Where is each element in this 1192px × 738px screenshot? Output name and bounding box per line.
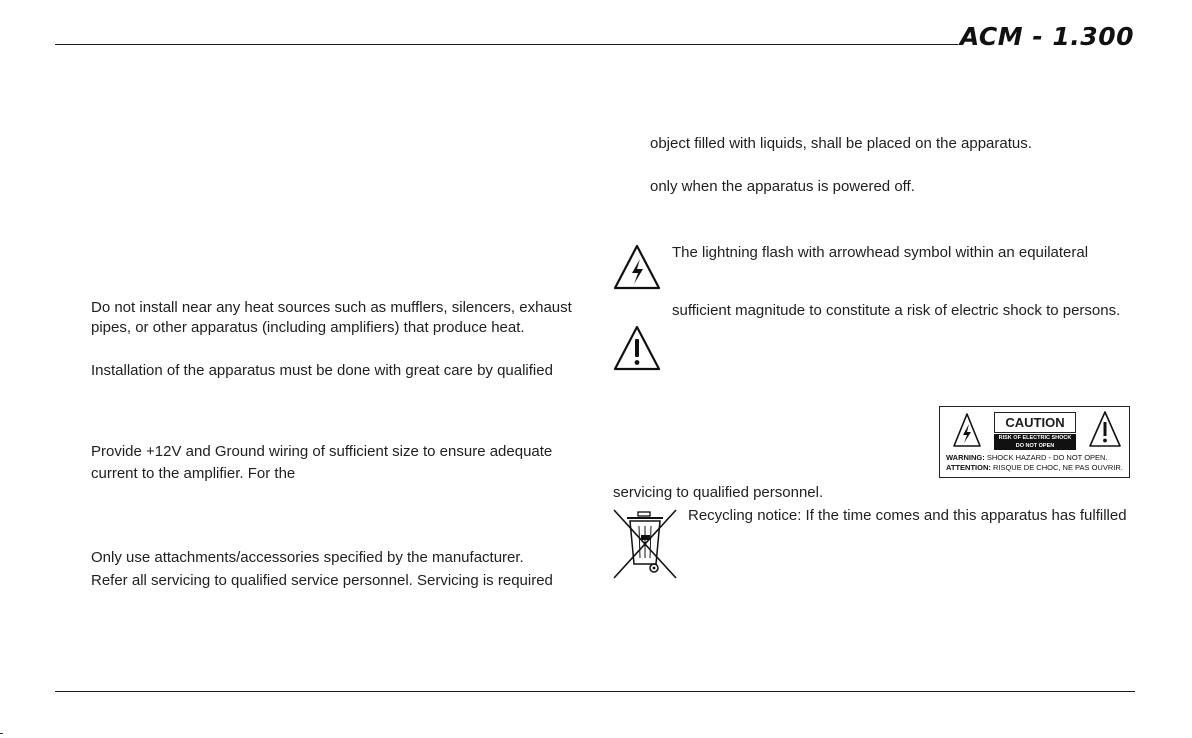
caution-risk-line2: DO NOT OPEN <box>1015 443 1055 449</box>
exclamation-triangle-icon <box>612 324 662 372</box>
header-rule <box>55 44 958 45</box>
attention-text: RISQUE DE CHOC, NE PAS OUVRIR. <box>992 463 1123 472</box>
heat-sources-line1: Do not install near any heat sources such as mufflers, silencers, exhaust <box>91 299 572 316</box>
wiring-line2: current to the amplifier. For the <box>91 465 296 482</box>
servicing-text: Refer all servicing to qualified service personnel. Servicing is required <box>91 572 553 589</box>
corner-mark <box>0 733 3 734</box>
caution-warning-line <box>946 453 1108 462</box>
attention-label: ATTENTION: <box>946 463 991 472</box>
exclamation-triangle-icon <box>1088 410 1122 448</box>
footer-rule <box>55 691 1135 692</box>
servicing-qualified-text: servicing to qualified personnel. <box>613 484 824 501</box>
attachments-text: Only use attachments/accessories specified by the manufacturer. <box>91 549 524 566</box>
shock-text: sufficient magnitude to constitute a risk of electric shock to persons. <box>672 302 1121 319</box>
caution-risk-block <box>994 434 1076 450</box>
recycling-text: Recycling notice: If the time comes and this apparatus has fulfilled <box>688 507 1127 524</box>
powered-off-text: only when the apparatus is powered off. <box>650 178 915 195</box>
caution-attention-line <box>946 463 1123 472</box>
heat-sources-line2: pipes, or other apparatus (including amplifiers) that produce heat. <box>91 319 525 336</box>
crossed-out-bin-icon <box>612 508 678 580</box>
lightning-triangle-icon <box>612 243 662 291</box>
installation-text: Installation of the apparatus must be done with great care by qualified <box>91 362 553 379</box>
caution-title: CAUTION <box>994 412 1076 433</box>
liquids-text: object filled with liquids, shall be placed on the apparatus. <box>650 135 1032 152</box>
caution-risk-line1: RISK OF ELECTRIC SHOCK <box>998 435 1072 441</box>
warning-text: SHOCK HAZARD - DO NOT OPEN. <box>986 453 1108 462</box>
lightning-text: The lightning flash with arrowhead symbol within an equilateral <box>672 244 1089 261</box>
lightning-triangle-icon <box>952 412 982 448</box>
model-title: ACM - 1.300 <box>959 22 1134 51</box>
wiring-line1: Provide +12V and Ground wiring of sufficient size to ensure adequate <box>91 443 553 460</box>
caution-label <box>939 406 1130 478</box>
warning-label: WARNING: <box>946 453 985 462</box>
